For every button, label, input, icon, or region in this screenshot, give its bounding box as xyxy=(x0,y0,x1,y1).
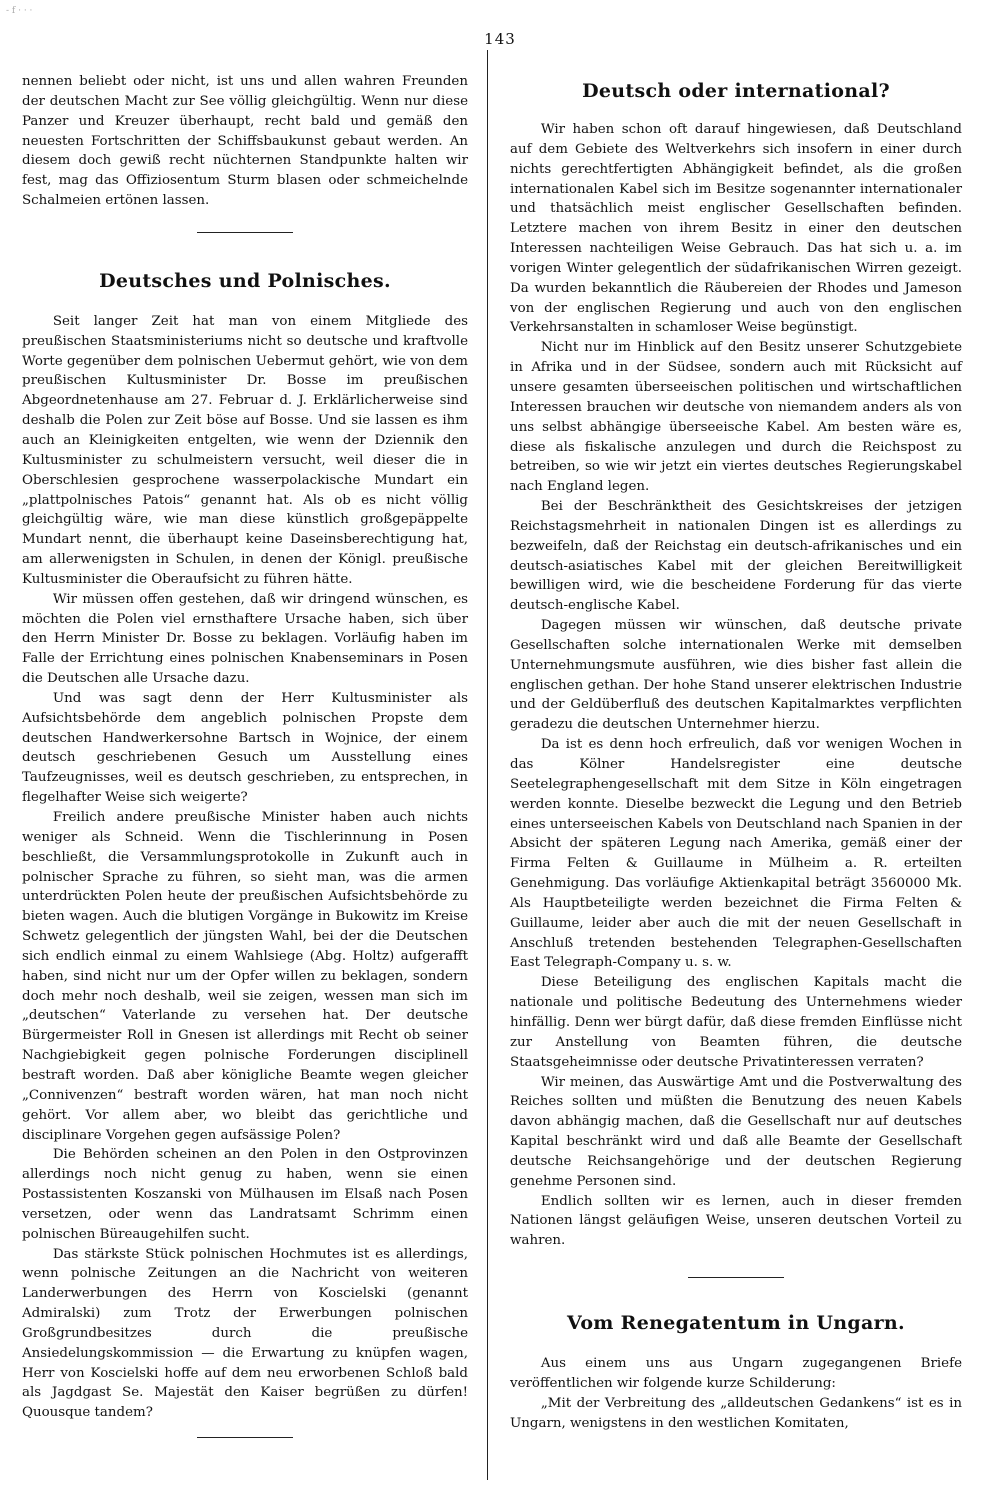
article-paragraph: Und was sagt denn der Herr Kultusminister als Aufsichtsbehörde dem angeblich polnischen Propste dem deutschen Handwerkersohne Bartsch in Wojnice, der einem deutsch geschriebenen Gesuch um Ausstellung eines Taufzeugnisses, weil es deutsch geschrieben, zu entsprechen, in flegelhafter Weise sich weigerte? xyxy=(22,690,468,806)
article-paragraph: Seit langer Zeit hat man von einem Mitgliede des preußischen Staatsministeriums nicht so deutsche und kraftvolle Worte gegenüber dem polnischen Uebermut gehört, wie von dem preußischen Kultusminister Dr. Bosse im preußischen Abgeordnetenhause am 27. Februar d. J. Erklärlicherweise sind deshalb die Polen zur Zeit böse auf Bosse. Und sie lassen es ihm auch an Kleinigkeiten entgelten, wie wenn der Dziennik den Kultusminister zu schulmeistern versucht, weil dieser die in Oberschlesien gesprochene wasserpolackische Mundart ein „plattpolnisches Patois“ genannt hat. Als ob es nicht völlig gleichgültig wäre, wie man diese künstlich großgepäppelte Mundart nennt, die überhaupt keine Daseinsberechtigung hat, am allerwenigsten in Schulen, in denen der Königl. preußische Kultusminister die Oberaufsicht zu führen hätte. xyxy=(22,313,468,587)
article-paragraph: Wir haben schon oft darauf hingewiesen, daß Deutschland auf dem Gebiete des Weltverkehrs sich insofern in einer durch nichts gerechtfertigten Abhängigkeit befindet, als die großen internationalen Kabel sich im Besitze sogenannter internationaler und thatsächlich meist englischer Gesellschaften befinden. Letztere machen von ihrem Besitz in einer den deutschen Interessen nachteiligen Weise Gebrauch. Das hat sich u. a. im vorigen Winter gelegentlich der südafrikanischen Wirren gezeigt. Da wurden bekanntlich die Räubereien der Rhodes und Jameson von der englischen Regierung und auch von den englischen Verkehrsanstalten in schamloser Weise begünstigt. xyxy=(510,122,962,336)
article-heading-deutsches-und-polnisches: Deutsches und Polnisches. xyxy=(99,269,391,292)
article-paragraph: Aus einem uns aus Ungarn zugegangenen Briefe veröffentlichen wir folgende kurze Schilderung: xyxy=(510,1356,962,1391)
column-divider xyxy=(487,50,488,1480)
article-paragraph: Da ist es denn hoch erfreulich, daß vor wenigen Wochen in das Kölner Handelsregister eine deutsche Seetelegraphengesellschaft mit dem Sitze in Köln eingetragen werden konnte. Dieselbe bezweckt die Legung und den Betrieb eines unterseeischen Kabels von Deutschland nach Spanien in der Absicht der späteren Legung nach Amerika, gemäß einer der Firma Felten & Guillaume in Mülheim a. R. erteilten Genehmigung. Das vorläufige Aktienkapital beträgt 3560000 Mk. Als Hauptbeteiligte werden bezeichnet die Firma Felten & Guillaume, leider aber auch die mit der neuen Gesellschaft in Anschluß tretenden bestehenden Telegraphen-Gesellschaften East Telegraph-Company u. s. w. xyxy=(510,737,962,971)
article-paragraph: Die Behörden scheinen an den Polen in den Ostprovinzen allerdings noch nicht genug zu haben, wenn sie einen Postassistenten Koszanski von Mülhausen im Elsaß nach Posen versetzen, oder wenn das Landratsamt Schrimm einen polnischen Büreaugehilfen sucht. xyxy=(22,1147,468,1242)
article-heading-vom-renegatentum: Vom Renegatentum in Ungarn. xyxy=(567,1312,905,1335)
page-number: 143 xyxy=(484,30,516,48)
scan-corner-mark: - f · · · xyxy=(6,6,33,16)
article-paragraph: Nicht nur im Hinblick auf den Besitz unserer Schutzgebiete in Afrika und in der Südsee, sondern auch mit Rücksicht auf unsere gesamten überseeischen politischen und wirtschaftlichen Interessen brauchen wir deutsche von niemandem anders als von uns selbst abhängige überseeische Kabel. Am besten wäre es, diese als fiskalische anzulegen und durch die Reichspost zu betreiben, so wie wir jetzt ein viertes deutsches Regierungskabel nach England legen. xyxy=(510,340,962,495)
section-separator xyxy=(197,1437,293,1438)
article-paragraph: Dagegen müssen wir wünschen, daß deutsche private Gesellschaften solche internationalen Werke mit demselben Unternehmungsmute ausführen, wie dies bisher fast allein die englischen gethan. Der hohe Stand unserer elektrischen Industrie und der Geldüberfluß des deutschen Kapitalmarktes verpflichten geradezu die deutschen Unternehmer hierzu. xyxy=(510,618,962,733)
article-paragraph: Wir müssen offen gestehen, daß wir dringend wünschen, es möchten die Polen viel ernsthaftere Ursache haben, sich über den Herrn Minister Dr. Bosse zu beklagen. Vorläufig haben im Falle der Errichtung eines polnischen Knabenseminars in Posen die Deutschen alle Ursache dazu. xyxy=(22,591,468,687)
left-column xyxy=(22,72,468,1438)
article-paragraph: Bei der Beschränktheit des Gesichtskreises der jetzigen Reichstagsmehrheit in nationalen Dingen ist es allerdings zu bezweifeln, daß der Reichstag ein deutsch-afrikanisches und ein deutsch-asiatisches Kabel mit der gleichen Bereitwilligkeit bewilligen wird, wie die bescheidene Forderung für das vierte deutsch-englische Kabel. xyxy=(510,499,962,614)
article-continuation: nennen beliebt oder nicht, ist uns und allen wahren Freunden der deutschen Macht zur See völlig gleichgültig. Wenn nur diese Panzer und Kreuzer überhaupt, recht bald und gemäß den neuesten Fortschritten der Schiffsbaukunst gebaut werden. An diesem doch gewiß recht nüchternen Standpunkte halten wir fest, mag das Offiziosentum Sturm blasen oder schmeichelnde Schalmeien ertönen lassen. xyxy=(22,74,468,209)
article-paragraph: Diese Beteiligung des englischen Kapitals macht die nationale und politische Bedeutung des Unternehmens wieder hinfällig. Denn wer bürgt dafür, daß diese fremden Einflüsse nicht zur Anstellung von Beamten führen, die deutsche Staatsgeheimnisse oder deutsche Privatinteressen verraten? xyxy=(510,975,962,1070)
article-paragraph: „Mit der Verbreitung des „alldeutschen Gedankens“ ist es in Ungarn, wenigstens in den westlichen Komitaten, xyxy=(510,1395,962,1431)
article-paragraph: Freilich andere preußische Minister haben auch nichts weniger als Schneid. Wenn die Tischlerinnung in Posen beschließt, die Versammlungsprotokolle in Zukunft auch in polnischer Sprache zu führen, so sieht man, was die armen unterdrückten Polen heute der preußischen Aufsichtsbehörde zu bieten wagen. Auch die blutigen Vorgänge in Bukowitz im Kreise Schwetz gelegentlich der jüngsten Wahl, bei der die Deutschen sich endlich einmal zu einem Wahlsiege (Abg. Holtz) aufgerafft haben, sind nicht nur um der Opfer willen zu beklagen, sondern doch mehr noch deshalb, weil sie zeigen, wessen man sich im „deutschen“ Vaterlande zu versehen hat. Der deutsche Bürgermeister Roll in Gnesen ist allerdings mit Recht ob seiner Nachgiebigkeit gegen polnische Forderungen disciplinell bestraft worden. Daß aber königliche Beamte wegen gleicher „Connivenzen“ bestraft worden wären, hat man noch nicht gehört. Vor allem aber, wo bleibt das gerichtliche und disciplinare Vorgehen gegen aufsässige Polen? xyxy=(22,810,468,1143)
article-paragraph: Endlich sollten wir es lernen, auch in dieser fremden Nationen längst geläufigen Weise, unseren deutschen Vorteil zu wahren. xyxy=(510,1193,962,1249)
article-paragraph: Das stärkste Stück polnischen Hochmutes ist es allerdings, wenn polnische Zeitungen an die Nachricht von weiteren Landerwerbungen des Herrn von Koscielski (genannt Admiralski) zum Trotz der Erwerbungen polnischen Großgrundbesitzes durch die preußische Ansiedelungskommission — die Erwartung zu knüpfen wagen, Herr von Koscielski hoffe auf dem neu erworbenen Schloß bald als Jagdgast Se. Majestät den Kaiser begrüßen zu dürfen! Quousque tandem? xyxy=(22,1246,468,1421)
right-column xyxy=(510,78,962,1433)
article-heading-deutsch-oder-international: Deutsch oder international? xyxy=(582,80,890,102)
article-paragraph: Wir meinen, das Auswärtige Amt und die Postverwaltung des Reiches sollten und müßten die Benutzung des neuen Kabels davon abhängig machen, daß die Gesellschaft nur auf deutsches Kapital beschränkt wird und daß alle Beamte der Gesellschaft deutsche Reichsangehörige und der deutschen Regierung genehme Personen sind. xyxy=(510,1074,962,1189)
